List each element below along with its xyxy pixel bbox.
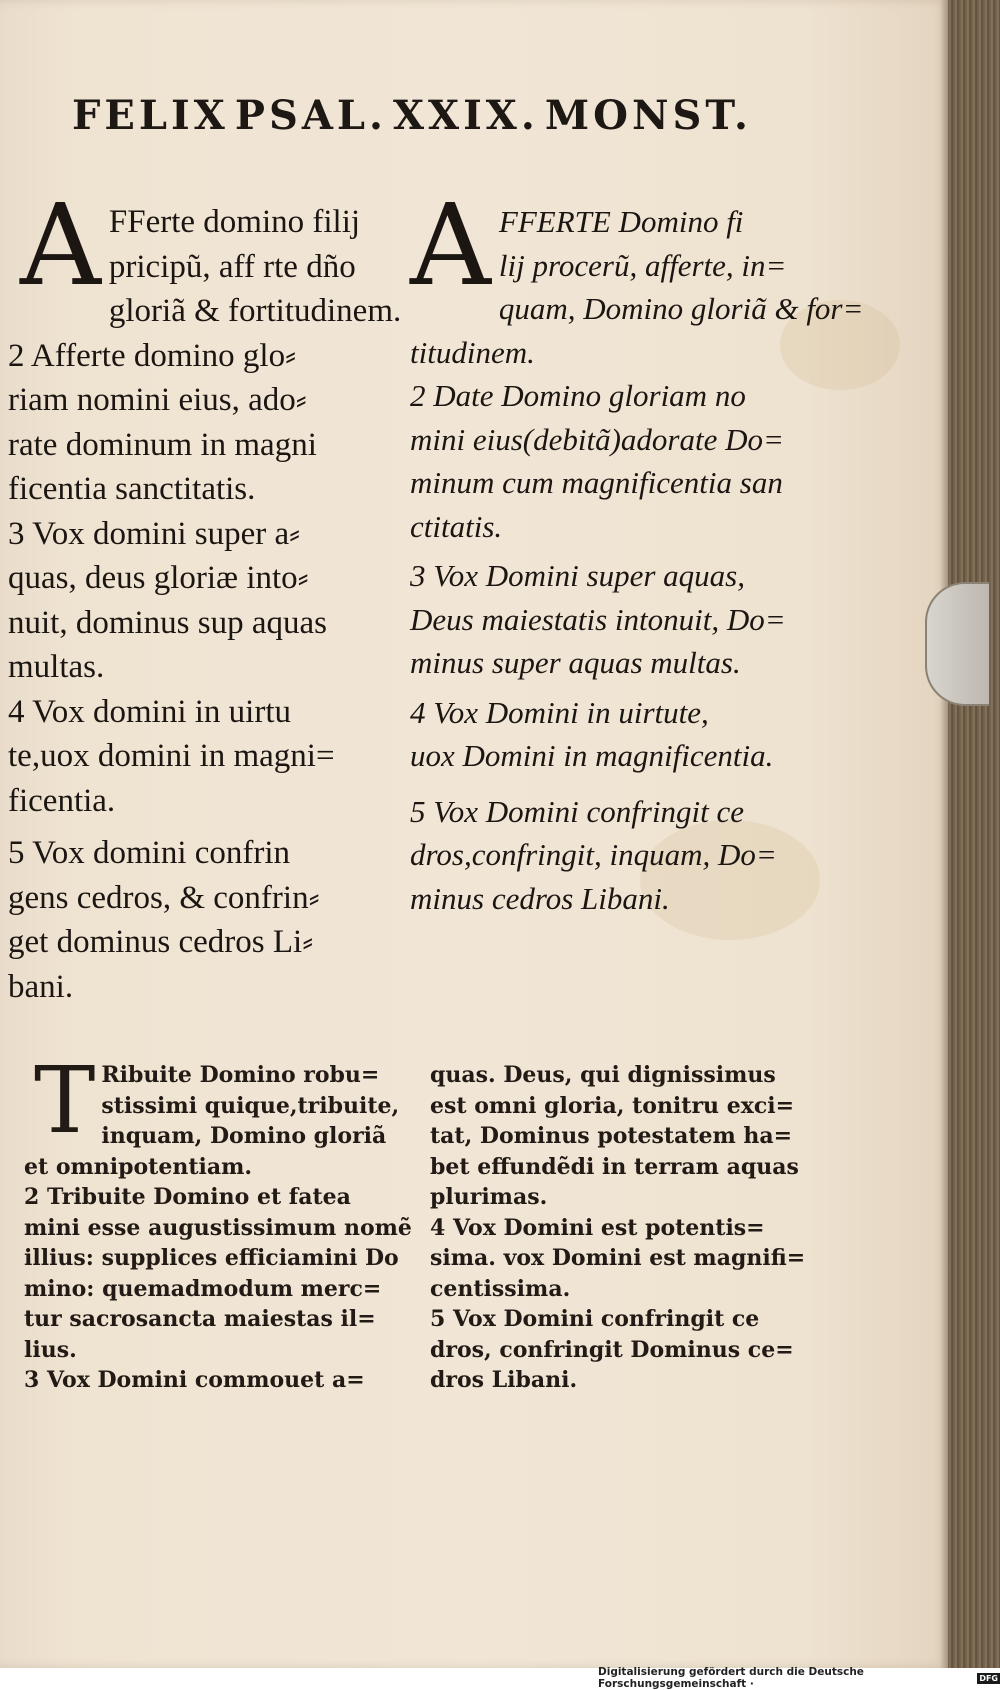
text-line: stissimi quique,tribuite, [101,1092,400,1119]
text-line: ficentia. [8,782,116,819]
text-line: tur sacrosancta maiestas il= [24,1306,376,1332]
text-line: Ribuite Domino robu= [101,1062,380,1088]
text-line: lij procerũ, afferte, in= [498,247,787,283]
text-line: 4 Vox Domini est potentis= [430,1214,765,1241]
text-line: multas. [8,649,105,685]
book-page-edges [948,0,1000,1668]
text-line: 3 Vox domini super a⸗ [8,515,301,552]
text-line: 4 Vox Domini in uirtute, [410,694,709,730]
left-column-german-paraphrase [24,1047,412,1396]
drop-capital: A [20,181,101,311]
text-line: get dominus cedros Li⸗ [8,924,314,960]
text-line: titudinem. [410,334,535,370]
text-line: 2 Date Domino gloriam no [410,378,746,413]
text-line: te,uox domini in magni= [8,738,335,774]
text-line: quas. Deus, qui dignissimus [430,1062,776,1088]
text-line: quam, Domino gloriã & for= [498,291,864,326]
bookmark-clip [925,582,989,706]
text-line: dros, confringit Dominus ce= [430,1336,794,1363]
text-line: minum cum magnificentia san [410,465,783,500]
text-line: Deus maiestatis intonuit, Do= [410,601,786,637]
text-line: minus cedros Libani. [410,880,670,916]
text-line: dros Libani. [430,1367,578,1393]
header-number: XXIX. [393,92,539,139]
text-line: riam nomini eius, ado⸗ [8,382,307,418]
text-line: rate dominum in magni [8,426,317,463]
text-line: inquam, Domino gloriã [101,1123,387,1149]
text-line: quas, deus gloriæ into⸗ [8,560,309,596]
text-line: FFERTE Domino fi [498,204,744,239]
text-line: et omnipotentiam. [24,1153,253,1180]
text-line: 2 Tribuite Domino et fatea [24,1184,351,1210]
text-line: dros,confringit, inquam, Do= [410,837,777,872]
drop-capital: A [410,181,491,311]
text-line: sima. vox Domini est magnifi= [430,1245,806,1271]
header-psal: PSAL. [234,92,387,139]
right-column-latin-monst [410,181,864,920]
text-line: minus super aquas multas. [410,645,741,680]
digitization-credit [598,1666,1000,1690]
text-line: tat, Dominus potestatem ha= [430,1123,793,1149]
text-line: nuit, dominus sup aquas [8,604,327,641]
text-line: mini esse augustissimum nomẽ [24,1214,412,1241]
text-line: FFerte domino filij [108,204,361,240]
text-line: bet effundẽdi in terram aquas [430,1153,799,1180]
text-line: mino: quemadmodum merc= [24,1275,382,1302]
header-left: FELIX [72,92,229,139]
running-header [72,92,752,139]
header-right: MONST. [544,92,752,139]
text-line: 5 Vox Domini confringit ce [410,793,745,829]
left-column-latin-felix [8,181,402,1009]
text-line: 4 Vox domini in uirtu [8,693,291,730]
text-line: pricipũ, aff rte dño [108,248,356,285]
credit-text: Digitalisierung gefördert durch die Deutsche Forschungsgemeinschaft · [598,1666,864,1690]
text-line: mini eius(debitã)adorate Do= [410,421,784,457]
text-line: 5 Vox Domini confringit ce [430,1306,760,1332]
text-line: gens cedros, & confrin⸗ [8,879,320,916]
text-line: 3 Vox Domini super aquas, [410,558,745,593]
text-line: centissima. [430,1275,571,1302]
text-line: ctitatis. [410,508,503,544]
drop-capital: T [34,1047,96,1154]
text-line: gloriã & fortitudinem. [108,293,402,329]
right-column-german-paraphrase [430,1060,830,1396]
text-line: bani. [8,968,74,1005]
text-line: illius: supplices efficiamini Do [24,1245,399,1271]
text-line: 2 Afferte domino glo⸗ [8,337,297,374]
text-line: 5 Vox domini confrin [8,835,291,871]
text-line: lius. [24,1336,77,1363]
text-line: uox Domini in magnificentia. [410,738,774,773]
text-line: ficentia sanctitatis. [8,471,256,507]
dfg-logo: DFG [979,1673,998,1683]
text-line: 3 Vox Domini commouet a= [24,1367,365,1393]
text-line: plurimas. [430,1184,548,1210]
text-line: est omni gloria, tonitru exci= [430,1092,794,1119]
